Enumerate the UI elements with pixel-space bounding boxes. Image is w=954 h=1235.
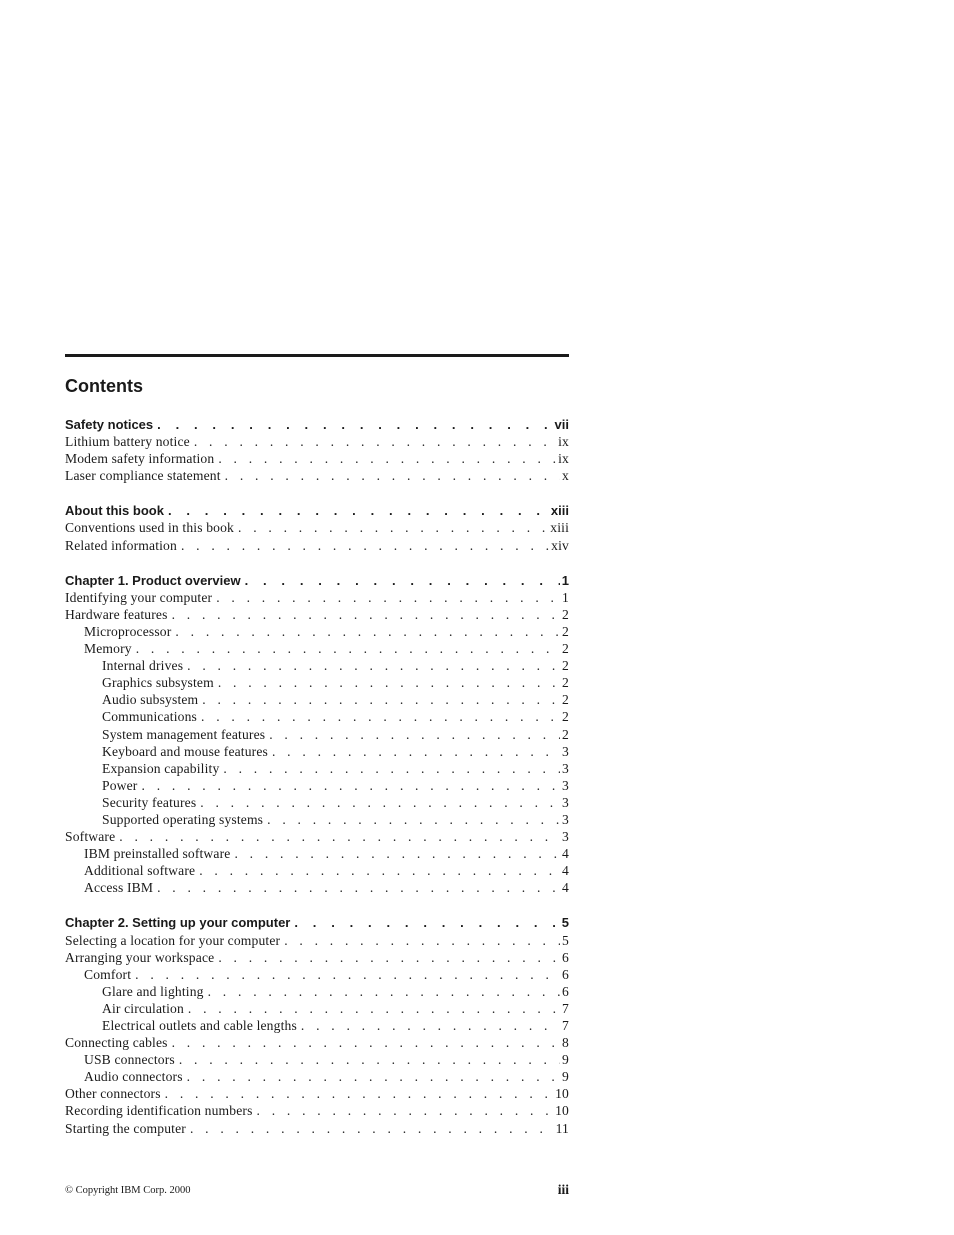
toc-entry-label: Microprocessor <box>84 623 172 639</box>
toc-entry-page: 1 <box>562 589 569 605</box>
toc-entry-page: 9 <box>562 1069 569 1085</box>
toc-section-heading[interactable] <box>65 416 569 433</box>
dot-leader <box>175 623 560 640</box>
toc-entry-page: ix <box>558 451 569 467</box>
toc-entry-page: ix <box>558 434 569 450</box>
toc-entry[interactable] <box>65 1102 569 1119</box>
dot-leader <box>225 467 560 484</box>
toc-entry[interactable] <box>65 1051 569 1068</box>
toc-entry-label: Identifying your computer <box>65 589 213 605</box>
toc-entry-page: 6 <box>562 966 569 982</box>
toc-section-heading[interactable] <box>65 572 569 589</box>
toc-entry-label: Software <box>65 829 116 845</box>
dot-leader <box>216 589 560 606</box>
dot-leader <box>267 811 560 828</box>
toc-entry[interactable] <box>65 760 569 777</box>
toc-entry-label: Chapter 2. Setting up your computer <box>65 915 291 931</box>
dot-leader <box>218 949 560 966</box>
toc-entry-label: Keyboard and mouse features <box>102 743 268 759</box>
toc-entry[interactable] <box>65 811 569 828</box>
top-rule <box>65 354 569 357</box>
toc-entry-page: 4 <box>562 880 569 896</box>
toc-entry-page: 5 <box>561 915 569 931</box>
toc-entry-label: Comfort <box>84 966 132 982</box>
toc-entry[interactable] <box>65 674 569 691</box>
toc-entry-label: Selecting a location for your computer <box>65 932 281 948</box>
toc-entry-label: Conventions used in this book <box>65 520 234 536</box>
toc-entry-label: Supported operating systems <box>102 811 264 827</box>
toc-entry-label: Related information <box>65 537 177 553</box>
toc-entry[interactable] <box>65 519 569 536</box>
toc-entry[interactable] <box>65 1034 569 1051</box>
dot-leader <box>200 794 560 811</box>
toc-entry-label: Laser compliance statement <box>65 468 221 484</box>
toc-entry-label: Modem safety information <box>65 451 215 467</box>
toc-entry-label: IBM preinstalled software <box>84 846 231 862</box>
toc-entry[interactable] <box>65 1017 569 1034</box>
toc-entry-page: 7 <box>562 1018 569 1033</box>
dot-leader <box>208 983 560 1000</box>
toc-entry-page: 2 <box>562 658 569 674</box>
toc-entry-page: 3 <box>562 743 569 759</box>
toc-entry-page: 3 <box>562 794 569 810</box>
toc-entry-label: Air circulation <box>102 1000 184 1016</box>
dot-leader <box>201 708 560 725</box>
dot-leader <box>238 519 548 536</box>
toc-entry-label: System management features <box>102 726 266 742</box>
dot-leader <box>165 1085 553 1102</box>
toc-entry[interactable] <box>65 640 569 657</box>
table-of-contents <box>65 416 569 1137</box>
dot-leader <box>234 845 560 862</box>
toc-entry[interactable] <box>65 1085 569 1102</box>
toc-entry-page: xiv <box>551 537 569 553</box>
toc-entry-page: 4 <box>562 846 569 862</box>
toc-entry-page: 3 <box>562 811 569 827</box>
dot-leader <box>301 1017 560 1034</box>
dot-leader <box>272 743 560 760</box>
toc-entry[interactable] <box>65 983 569 1000</box>
copyright-notice: © Copyright IBM Corp. 2000 <box>65 1185 191 1196</box>
toc-entry-page: 3 <box>562 760 569 776</box>
toc-entry-page: 11 <box>555 1120 569 1136</box>
toc-entry-page: 2 <box>562 692 569 708</box>
toc-entry-page: xiii <box>550 520 569 536</box>
toc-entry[interactable] <box>65 1068 569 1085</box>
dot-leader <box>257 1102 554 1119</box>
toc-entry-label: Graphics subsystem <box>102 675 214 691</box>
dot-leader <box>157 879 560 896</box>
toc-entry-page: 1 <box>561 572 569 588</box>
toc-section-heading[interactable] <box>65 914 569 931</box>
dot-leader <box>188 1000 560 1017</box>
dot-leader <box>187 1068 560 1085</box>
dot-leader <box>223 760 560 777</box>
dot-leader <box>187 657 560 674</box>
dot-leader <box>179 1051 560 1068</box>
toc-entry[interactable] <box>65 589 569 606</box>
page-title: Contents <box>65 376 143 396</box>
toc-entry[interactable] <box>65 657 569 674</box>
toc-entry[interactable] <box>65 537 569 554</box>
dot-leader <box>136 640 560 657</box>
toc-entry-page: 6 <box>562 949 569 965</box>
toc-entry-label: Electrical outlets and cable lengths <box>102 1018 297 1033</box>
toc-entry[interactable] <box>65 845 569 862</box>
toc-entry[interactable] <box>65 862 569 879</box>
toc-entry-label: Arranging your workspace <box>65 949 215 965</box>
toc-entry-page: 2 <box>562 623 569 639</box>
toc-entry-label: Expansion capability <box>102 760 220 776</box>
dot-leader <box>284 932 560 949</box>
toc-entry-page: 4 <box>562 863 569 879</box>
toc-entry[interactable] <box>65 606 569 623</box>
toc-section-heading[interactable] <box>65 502 569 519</box>
toc-entry-page: 10 <box>555 1103 569 1119</box>
toc-entry[interactable] <box>65 433 569 450</box>
dot-leader <box>194 433 556 450</box>
dot-leader <box>202 691 560 708</box>
dot-leader <box>135 966 560 983</box>
toc-entry[interactable] <box>65 726 569 743</box>
dot-leader <box>181 537 549 554</box>
toc-entry[interactable] <box>65 623 569 640</box>
dot-leader <box>218 674 560 691</box>
toc-entry-label: Power <box>102 777 138 793</box>
toc-entry-page: 7 <box>562 1000 569 1016</box>
toc-entry-label: Internal drives <box>102 658 184 674</box>
dot-leader <box>199 862 560 879</box>
dot-leader <box>142 777 561 794</box>
toc-entry-label: Chapter 1. Product overview <box>65 572 241 588</box>
toc-entry-page: 2 <box>562 675 569 691</box>
toc-entry[interactable] <box>65 949 569 966</box>
toc-entry[interactable] <box>65 794 569 811</box>
toc-entry[interactable] <box>65 708 569 725</box>
toc-entry-page: 3 <box>562 777 569 793</box>
toc-entry-page: 2 <box>562 709 569 725</box>
toc-entry-page: 5 <box>562 932 569 948</box>
toc-entry-label: Hardware features <box>65 606 168 622</box>
toc-entry-label: USB connectors <box>84 1052 175 1068</box>
toc-entry[interactable] <box>65 879 569 896</box>
toc-entry-label: Starting the computer <box>65 1120 186 1136</box>
toc-entry-label: Glare and lighting <box>102 983 204 999</box>
toc-entry-page: 2 <box>562 641 569 657</box>
toc-entry[interactable] <box>65 932 569 949</box>
toc-entry[interactable] <box>65 1000 569 1017</box>
toc-entry-label: Security features <box>102 794 197 810</box>
toc-entry-label: Memory <box>84 641 132 657</box>
toc-entry-label: Audio connectors <box>84 1069 183 1085</box>
toc-entry-page: xiii <box>550 503 569 519</box>
toc-entry-page: 2 <box>562 606 569 622</box>
toc-entry-page: 6 <box>562 983 569 999</box>
toc-entry-label: Other connectors <box>65 1086 161 1102</box>
toc-entry-label: Access IBM <box>84 880 154 896</box>
dot-leader <box>190 1120 554 1137</box>
toc-entry-page: 2 <box>562 726 569 742</box>
dot-leader <box>157 416 552 433</box>
toc-entry-page: 9 <box>562 1052 569 1068</box>
toc-entry-label: About this book <box>65 503 164 519</box>
toc-entry[interactable] <box>65 743 569 760</box>
dot-leader <box>168 502 549 519</box>
dot-leader <box>269 726 560 743</box>
toc-entry-page: vii <box>554 417 569 432</box>
page-number: iii <box>557 1182 569 1197</box>
toc-entry-label: Safety notices <box>65 417 154 432</box>
toc-entry-label: Additional software <box>84 863 196 879</box>
dot-leader <box>172 1034 560 1051</box>
dot-leader <box>245 572 560 589</box>
toc-entry-label: Lithium battery notice <box>65 434 190 450</box>
dot-leader <box>294 914 559 931</box>
dot-leader <box>218 450 556 467</box>
toc-entry-page: x <box>562 468 569 484</box>
dot-leader <box>172 606 560 623</box>
toc-entry[interactable] <box>65 828 569 845</box>
toc-entry[interactable] <box>65 450 569 467</box>
toc-entry[interactable] <box>65 467 569 484</box>
toc-entry-page: 3 <box>562 829 569 845</box>
toc-entry-label: Communications <box>102 709 197 725</box>
toc-entry[interactable] <box>65 1120 569 1137</box>
toc-entry-page: 10 <box>555 1086 569 1102</box>
toc-entry[interactable] <box>65 966 569 983</box>
toc-entry-label: Connecting cables <box>65 1035 168 1051</box>
dot-leader <box>119 828 560 845</box>
toc-entry-page: 8 <box>562 1035 569 1051</box>
toc-entry[interactable] <box>65 777 569 794</box>
toc-entry-label: Audio subsystem <box>102 692 199 708</box>
toc-entry[interactable] <box>65 691 569 708</box>
toc-entry-label: Recording identification numbers <box>65 1103 253 1119</box>
